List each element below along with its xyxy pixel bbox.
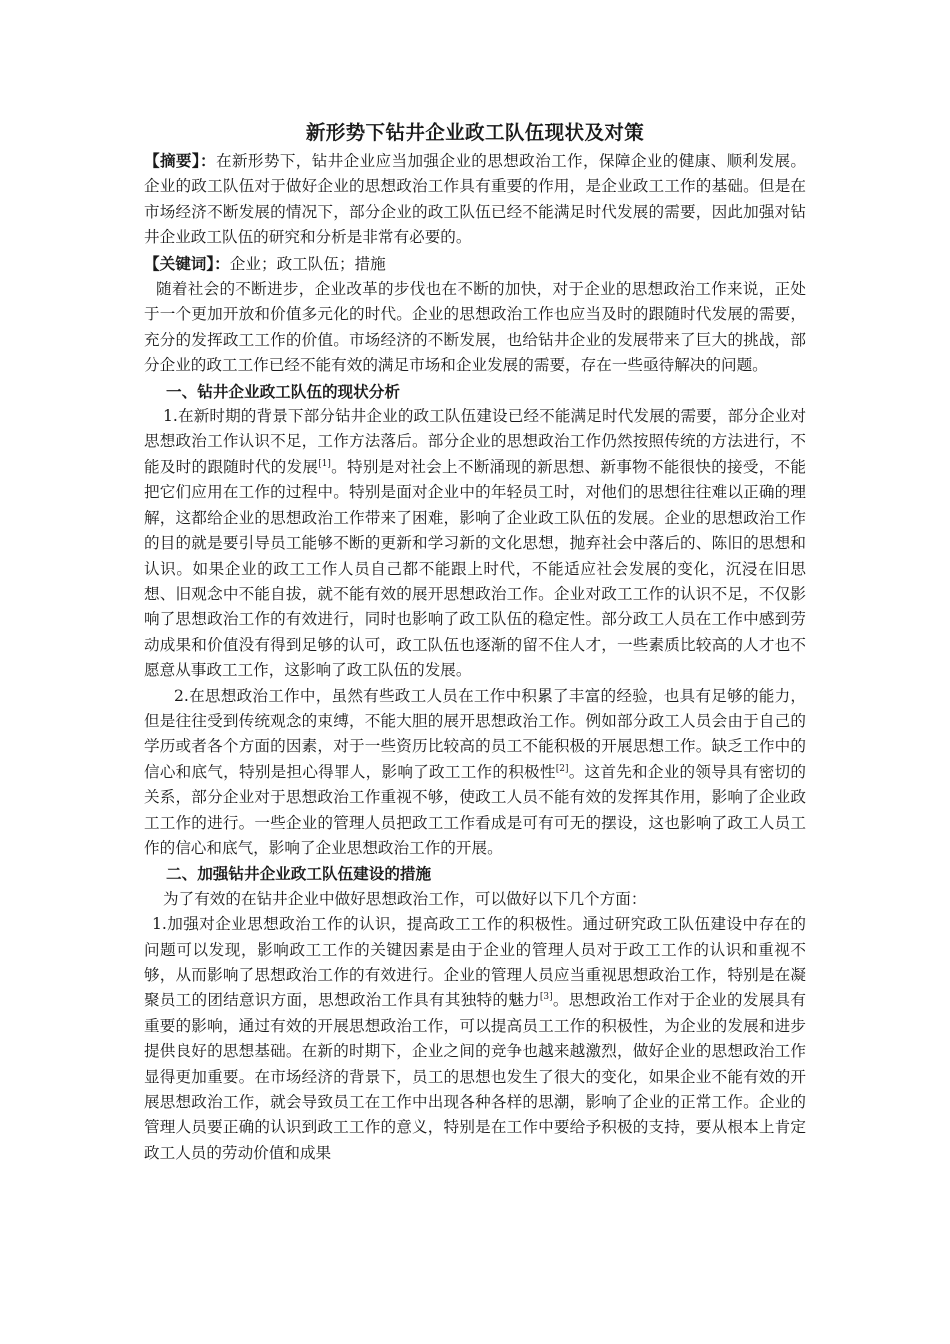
- document-page: [144, 118, 806, 1166]
- section1-paragraph-1: [144, 404, 806, 683]
- citation-ref-2: [2]: [555, 763, 569, 774]
- intro-paragraph: 随着社会的不断进步，企业改革的步伐也在不断的加快，对于企业的思想政治工作来说，正处于一个更加开放和价值多元化的时代。企业的思想政治工作也应当及时的跟随时代发展的需要，充分的发挥政工工作的价值。市场经济的不断发展，也给钻井企业的发展带来了巨大的挑战，部分企业的政工工作已经不能有效的满足市场和企业发展的需要，存在一些亟待解决的问题。: [144, 280, 806, 375]
- paper-title: 新形势下钻井企业政工队伍现状及对策: [305, 121, 645, 144]
- section1-p1-text-b: 。特别是对社会上不断涌现的新思想、新事物不能很快的接受，不能把它们应用在工作的过程中。特别是面对企业中的年轻员工时，对他们的思想往往难以正确的理解，这都给企业的思想政治工作带来了困难，影响了企业政工队伍的发展。企业的思想政治工作的目的就是要引导员工能够不断的更新和学习新的文化思想，抛弃社会中落后的、陈旧的思想和认识。如果企业的政工工作人员自己都不能跟上时代，不能适应社会发展的变化，沉浸在旧思想、旧观念中不能自拔，就不能有效的展开思想政治工作。企业对政工工作的认识不足，不仅影响了思想政治工作的有效进行，同时也影响了政工队伍的稳定性。部分政工人员在工作中感到劳动成果和价值没有得到足够的认可，政工队伍也逐渐的留不住人才，一些素质比较高的人才也不愿意从事政工工作，这影响了政工队伍的发展。: [144, 457, 806, 680]
- section2-p1-text-b: 。思想政治工作对于企业的发展具有重要的影响，通过有效的开展思想政治工作，可以提高员工工作的积极性，为企业的发展和进步提供良好的思想基础。在新的时期下，企业之间的竞争也越来越激烈，做好企业的思想政治工作显得更加重要。在市场经济的背景下，员工的思想也发生了很大的变化，如果企业不能有效的开展思想政治工作，就会导致员工在工作中出现各种各样的思潮，影响了企业的正常工作。企业的管理人员要正确的认识到政工工作的意义，特别是在工作中要给予积极的支持，要从根本上肯定政工人员的劳动价值和成果: [144, 991, 806, 1162]
- section1-paragraph-2: [144, 684, 806, 862]
- section1-p2-text-b: 。这首先和企业的领导具有密切的关系，部分企业对于思想政治工作重视不够，使政工人员不能有效的发挥其作用，影响了企业政工工作的进行。一些企业的管理人员把政工工作看成是可有可无的摆设，这也影响了政工人员工作的信心和底气，影响了企业思想政治工作的开展。: [144, 762, 806, 857]
- abstract-text: 在新形势下，钻井企业应当加强企业的思想政治工作，保障企业的健康、顺利发展。企业的政工队伍对于做好企业的思想政治工作具有重要的作用，是企业政工工作的基础。但是在市场经济不断发展的情况下，部分企业的政工队伍已经不能满足时代发展的需要，因此加强对钻井企业政工队伍的研究和分析是非常有必要的。: [144, 152, 806, 247]
- abstract-label: 【摘要】: [144, 151, 201, 170]
- section2-heading: 二、加强钻井企业政工队伍建设的措施: [166, 864, 432, 884]
- citation-ref-1: [1]: [318, 458, 331, 469]
- section1-p2-text-a: 2.在思想政治工作中，虽然有些政工人员在工作中积累了丰富的经验，也具有足够的能力，但是往往受到传统观念的束缚，不能大胆的展开思想政治工作。例如部分政工人员会由于自己的学历或者各个方面的因素，对于一些资历比较高的员工不能积极的开展思想工作。缺乏工作中的信心和底气，特别是担心得罪人，影响了政工工作的积极性: [144, 686, 806, 781]
- keywords-separator: ：: [214, 253, 230, 273]
- section1-heading: 一、钻井企业政工队伍的现状分析: [166, 381, 400, 401]
- section1-p1-text-a: 1.在新时期的背景下部分钻井企业的政工队伍建设已经不能满足时代发展的需要，部分企业对思想政治工作认识不足，工作方法落后。部分企业的思想政治工作仍然按照传统的方法进行，不能及时的跟随时代的发展: [144, 407, 806, 476]
- abstract-separator: ：: [200, 151, 216, 170]
- keywords-label: 【关键词】: [144, 253, 215, 273]
- section2-p1-text-a: 1.加强对企业思想政治工作的认识，提高政工工作的积极性。通过研究政工队伍建设中存在的问题可以发现，影响政工工作的关键因素是由于企业的管理人员对于政工工作的认识和重视不够，从而影响了思想政治工作的有效进行。企业的管理人员应当重视思想政治工作，特别是在凝聚员工的团结意识方面，思想政治工作具有其独特的魅力: [144, 915, 806, 1010]
- abstract-paragraph: [144, 148, 806, 251]
- citation-ref-3: [3]: [539, 992, 553, 1003]
- section2-lead: 为了有效的在钻井企业中做好思想政治工作，可以做好以下几个方面：: [163, 889, 647, 908]
- keywords-text: 企业；政工队伍；措施: [229, 254, 386, 273]
- section2-paragraph-1: [144, 912, 806, 1166]
- keywords-paragraph: [144, 251, 806, 277]
